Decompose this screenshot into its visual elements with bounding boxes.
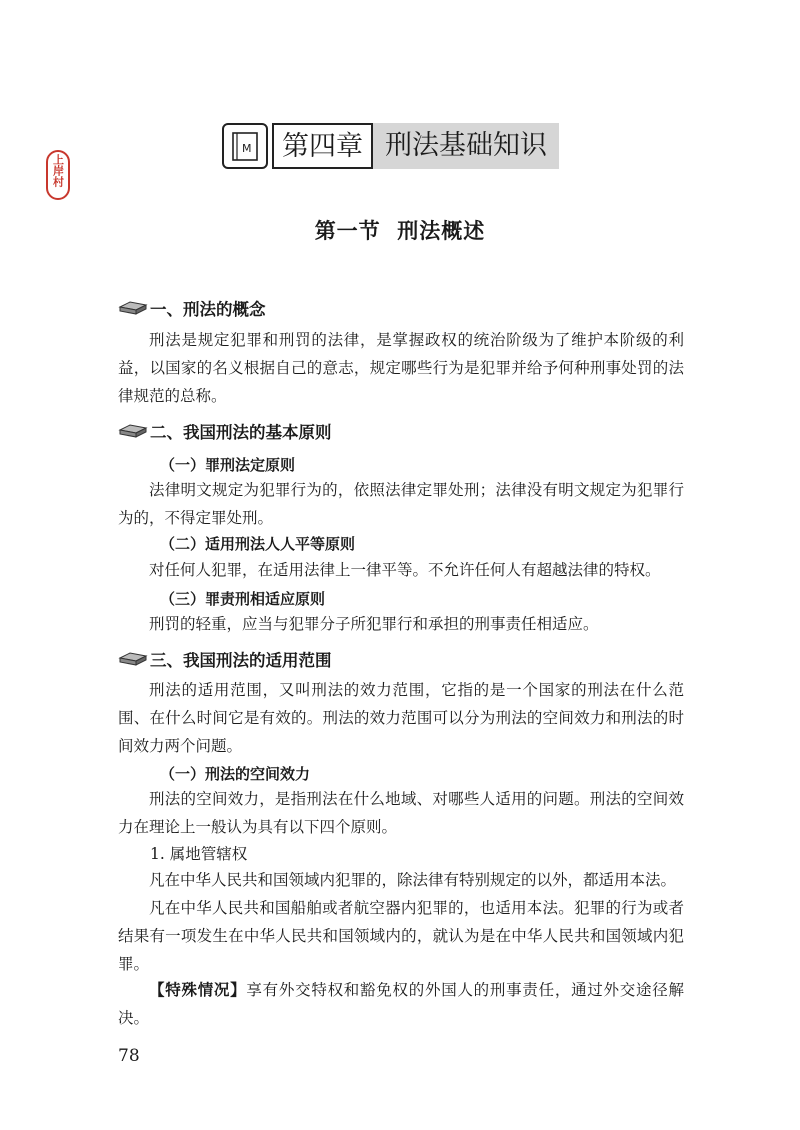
book-stack-icon (118, 422, 148, 440)
paragraph: 刑法是规定犯罪和刑罚的法律，是掌握政权的统治阶级为了维护本阶级的利益，以国家的名义根据自己的意志，规定哪些行为是犯罪并给予何种刑事处罚的法律规范的总称。 (118, 331, 684, 405)
chapter-number: 第四章 (272, 123, 373, 169)
book-m-icon (222, 123, 268, 169)
chapter-header (222, 123, 559, 173)
list-item: 1. 属地管辖权 (150, 845, 248, 863)
book-stack-icon (118, 650, 148, 668)
heading-text: 二、我国刑法的基本原则 (150, 423, 332, 442)
heading-concept (118, 296, 266, 320)
subheading: （一）罪刑法定原则 (160, 456, 296, 474)
section-title: 第一节 刑法概述 (314, 218, 486, 243)
heading-text: 三、我国刑法的适用范围 (150, 651, 332, 670)
logo-seal (46, 150, 70, 200)
special-text: 享有外交特权和豁免权的外国人的刑事责任，通过外交途径解决。 (118, 981, 684, 1027)
book-stack-icon (118, 299, 148, 317)
chapter-title: 刑法基础知识 (373, 123, 559, 169)
paragraph: 刑法的适用范围，又叫刑法的效力范围，它指的是一个国家的刑法在什么范围、在什么时间它是有效的。刑法的效力范围可以分为刑法的空间效力和刑法的时间效力两个问题。 (118, 681, 684, 755)
paragraph: 凡在中华人民共和国船舶或者航空器内犯罪的，也适用本法。犯罪的行为或者结果有一项发生在中华人民共和国领域内的，就认为是在中华人民共和国领域内犯罪。 (118, 899, 684, 973)
special-label: 【特殊情况】 (149, 981, 247, 999)
paragraph: 对任何人犯罪，在适用法律上一律平等。不允许任何人有超越法律的特权。 (149, 561, 661, 579)
heading-text: 一、刑法的概念 (150, 300, 266, 319)
heading-principles (118, 419, 332, 443)
heading-scope (118, 647, 332, 671)
paragraph: 法律明文规定为犯罪行为的，依照法律定罪处刑；法律没有明文规定为犯罪行为的，不得定罪处刑。 (118, 481, 684, 527)
logo-text: 上岸村 (51, 154, 65, 187)
subheading: （一）刑法的空间效力 (160, 765, 311, 783)
paragraph-special (118, 976, 684, 1032)
paragraph: 凡在中华人民共和国领域内犯罪的，除法律有特别规定的以外，都适用本法。 (149, 871, 677, 889)
paragraph: 刑法的空间效力，是指刑法在什么地域、对哪些人适用的问题。刑法的空间效力在理论上一般认为具有以下四个原则。 (118, 790, 684, 836)
page-number: 78 (118, 1046, 140, 1066)
subheading: （三）罪责刑相适应原则 (160, 590, 326, 608)
svg-text:M: M (242, 142, 252, 155)
paragraph: 刑罚的轻重，应当与犯罪分子所犯罪行和承担的刑事责任相适应。 (149, 615, 599, 633)
subheading: （二）适用刑法人人平等原则 (160, 535, 356, 553)
